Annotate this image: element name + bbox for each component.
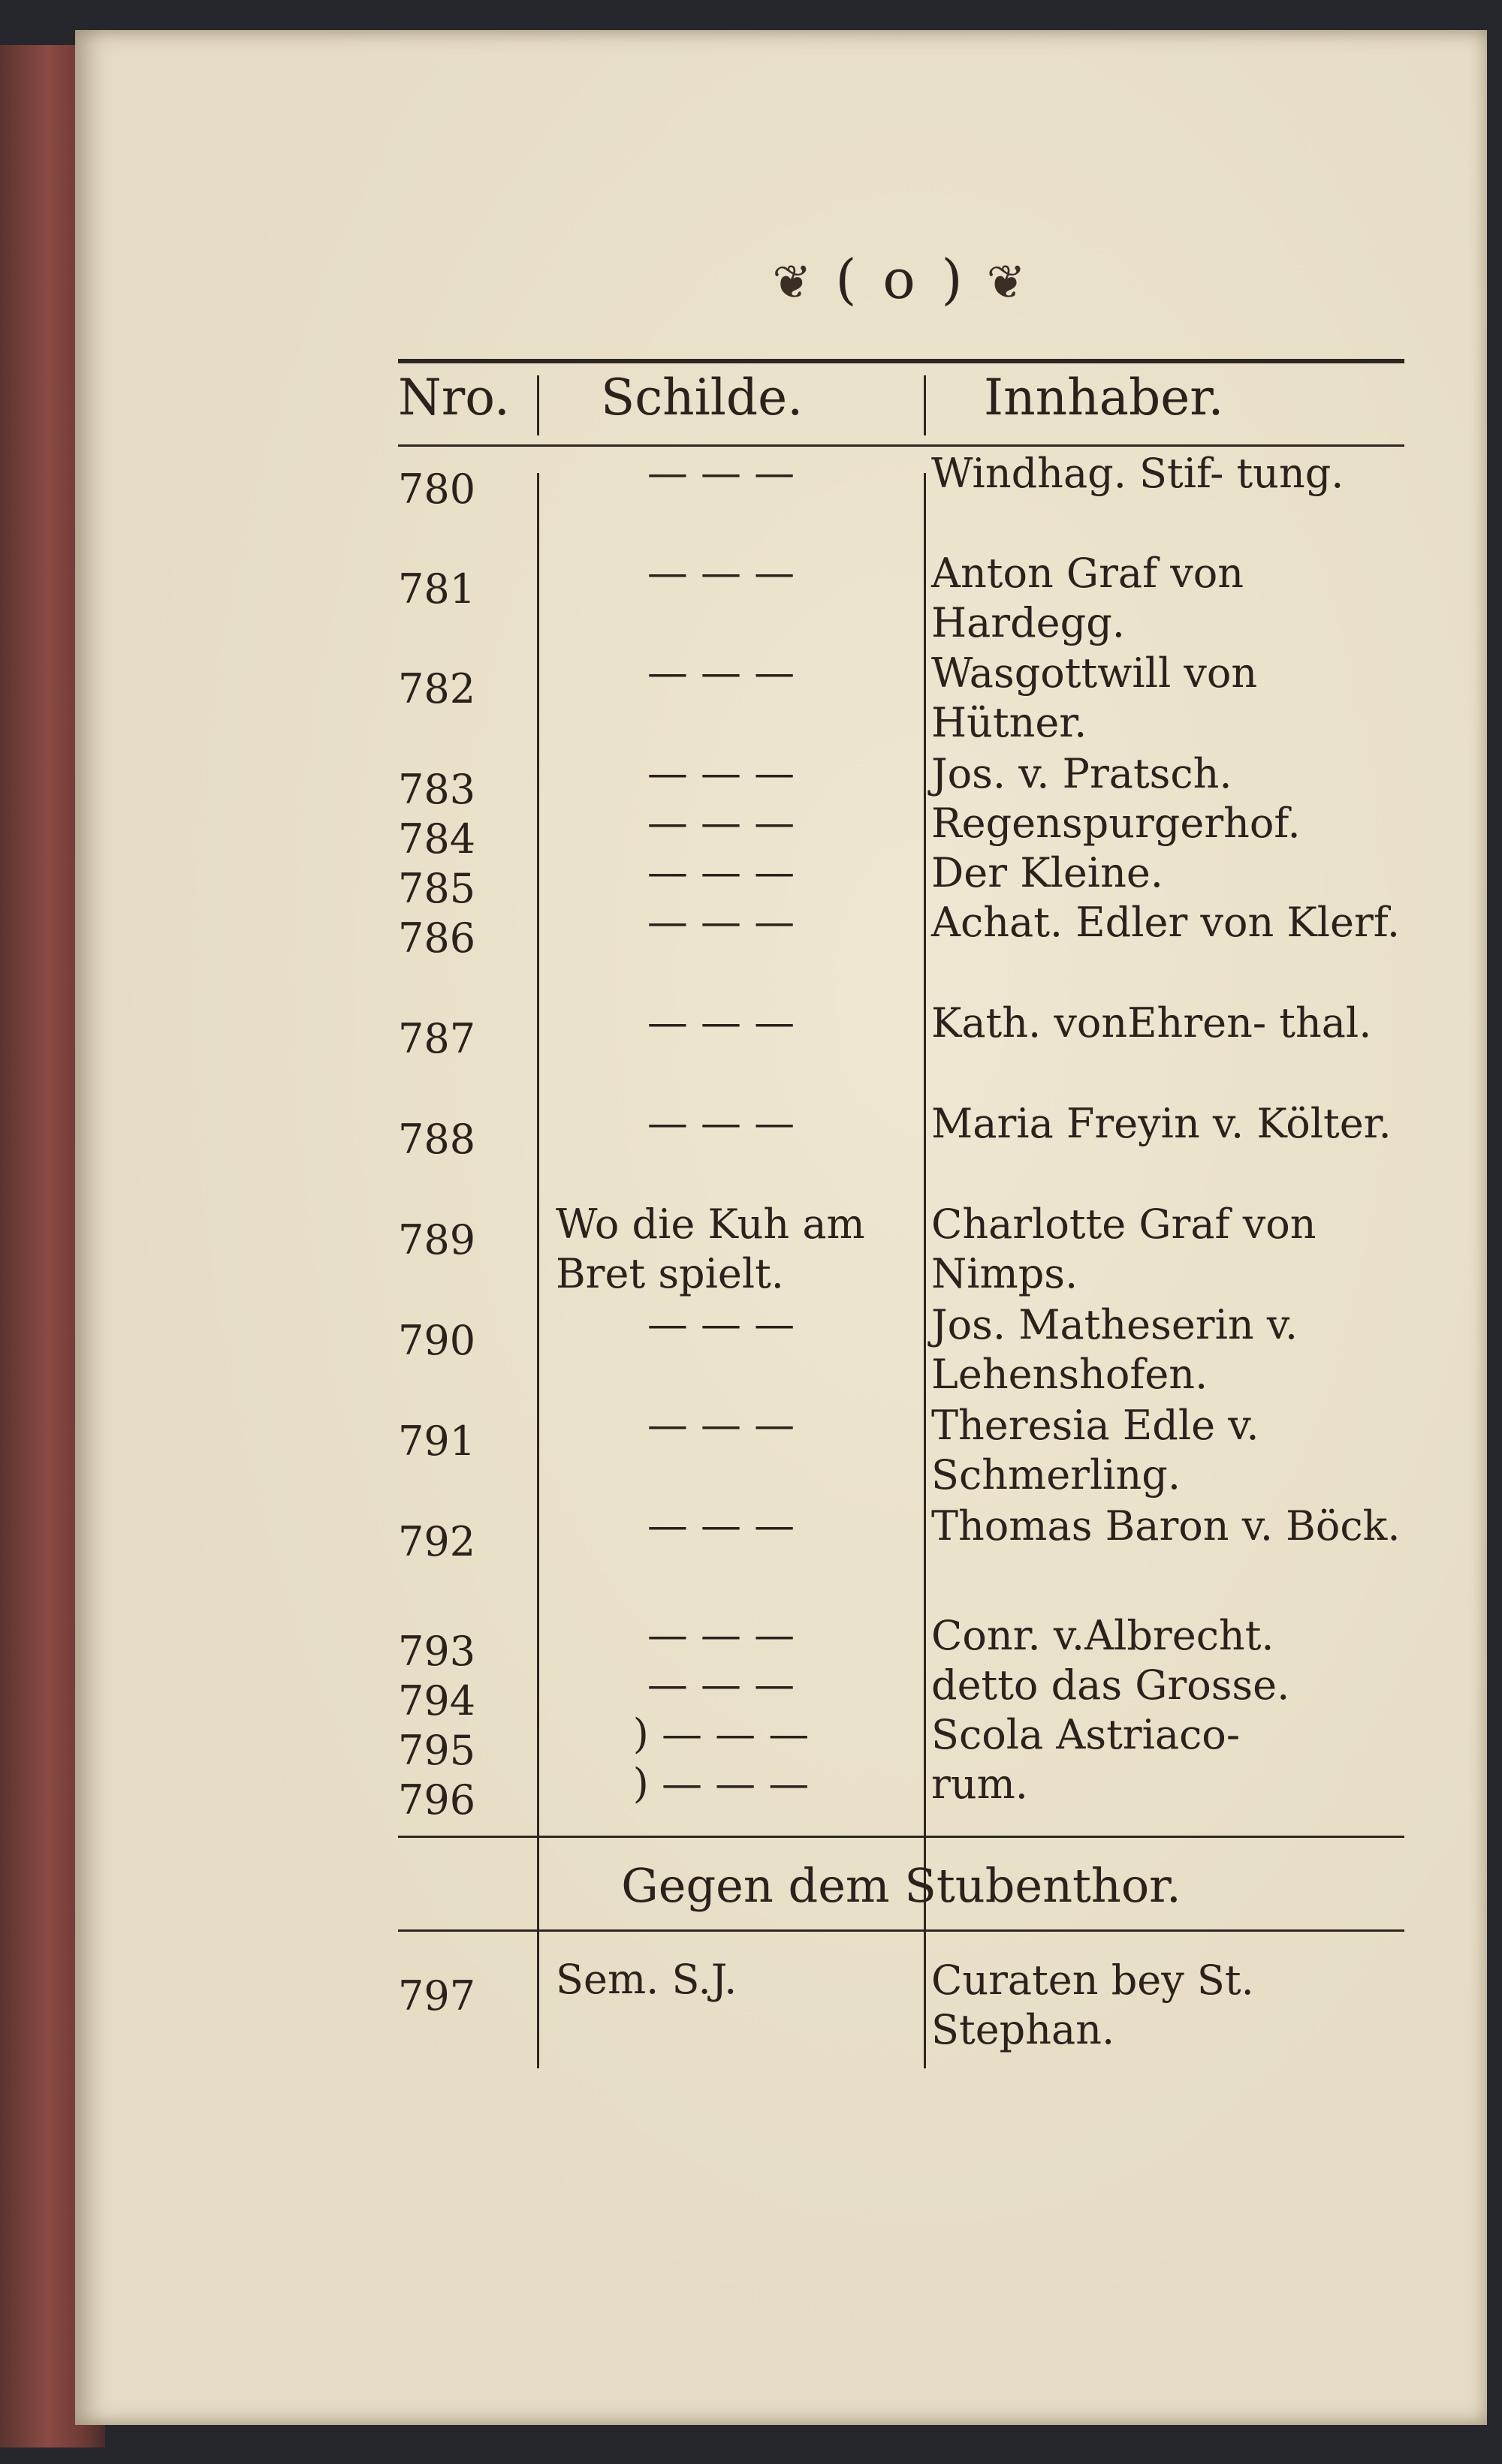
ornament-left-icon: ❦ — [772, 255, 816, 309]
column-header-innhaber: Innhaber. — [984, 369, 1224, 426]
section-heading: Gegen dem Stubenthor. — [621, 1858, 1181, 1913]
column-divider — [924, 1948, 926, 2046]
column-header-nro: Nro. — [398, 369, 510, 426]
book-page — [75, 30, 1487, 2425]
header-rule — [398, 444, 1404, 447]
section-rule-bottom — [398, 1929, 1404, 1932]
column-divider — [537, 473, 539, 2068]
column-divider — [537, 375, 539, 435]
section-rule-top — [398, 1836, 1404, 1838]
ornament-right-icon: ❦ — [986, 255, 1030, 309]
column-header-schilde: Schilde. — [601, 369, 804, 426]
column-divider — [537, 1948, 539, 2046]
page-number: ( o ) — [835, 248, 967, 311]
page-content: ❦ ( o ) ❦ Nro. Schilde. Innhaber. 780 — — — Windhag. Stif- tung. 781 — — — Anton Graf von Hardegg. 782 — — — Wasgottwill von Hütner. 783 — — — Jos. v. Pratsch. 784 — — — Regenspurgerhof. 785 — — — Der Kleine. 786 — — — Achat. Edler von Klerf. 787 — — — Kath. vonEhren- thal. 788 — — — Maria Freyin v. Költer. 789 Wo die Kuh am Bret spielt. Charlotte Graf von Nimps. 790 — — — Jos. Matheserin v. Lehenshofen. 791 — — — Theresia Edle v. Schmerling. 792 — — — Thomas Baron v. Böck. 793 — — — Conr. v.Albrecht. 794 — — — detto das Grosse. 795 ) — — — Scola Astriaco- 796 ) — — — rum. Gegen dem Stubenthor. 797 Sem. S.J. Curaten bey St. Stephan. — [398, 248, 1404, 2095]
column-headers — [398, 357, 1404, 424]
page-header — [398, 248, 1404, 330]
column-divider — [924, 473, 926, 2068]
column-divider — [924, 375, 926, 435]
